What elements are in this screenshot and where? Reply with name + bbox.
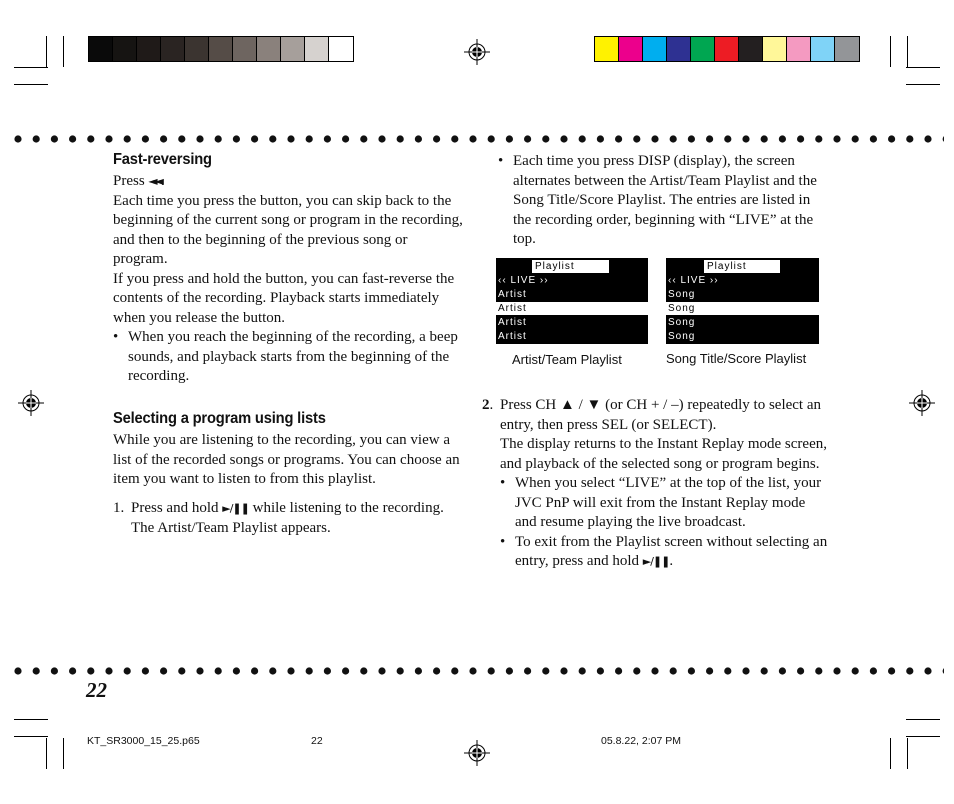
- rule-dot: [815, 135, 822, 142]
- rule-dot: [451, 667, 458, 674]
- playlist-header: Playlist: [704, 260, 780, 273]
- color-swatch: [185, 37, 209, 61]
- crop-mark: [907, 738, 908, 769]
- rule-dot: [233, 667, 240, 674]
- footer-date: 05.8.22, 2:07 PM: [601, 735, 681, 747]
- rule-dot: [706, 667, 713, 674]
- rule-dot: [415, 135, 422, 142]
- color-swatch: [329, 37, 353, 61]
- color-swatch: [113, 37, 137, 61]
- list-item: ‹‹ LIVE ››: [498, 275, 549, 286]
- list-item: Artist: [498, 317, 527, 328]
- color-swatch: [281, 37, 305, 61]
- color-swatch: [667, 37, 691, 61]
- rule-dot: [105, 667, 112, 674]
- rule-dot: [560, 667, 567, 674]
- rule-dot: [797, 667, 804, 674]
- rule-dot: [33, 135, 40, 142]
- rule-dot: [688, 667, 695, 674]
- rule-dot: [324, 135, 331, 142]
- rule-dot: [306, 135, 313, 142]
- color-swatch: [233, 37, 257, 61]
- rule-dot: [524, 135, 531, 142]
- crop-mark: [906, 719, 940, 720]
- fast-reversing-para1: Each time you press the button, you can skip back to the beginning of the current song or program in the recording, and then to the beginning of the previous song or program.: [113, 192, 463, 267]
- rule-dot: [378, 135, 385, 142]
- color-swatch: [691, 37, 715, 61]
- rule-dot: [706, 135, 713, 142]
- rule-dot: [469, 667, 476, 674]
- rule-dot: [524, 667, 531, 674]
- color-swatch: [763, 37, 787, 61]
- rule-dot: [306, 667, 313, 674]
- registration-mark-icon: [18, 390, 44, 416]
- rule-dot: [269, 135, 276, 142]
- rule-dot: [196, 667, 203, 674]
- disp-bullet: Each time you press DISP (display), the screen alternates between the Artist/Team Playlist and the Song Title/Score Playlist. The entries are listed in the recording order, beginning with “LIVE” at the top.: [513, 153, 817, 247]
- crop-mark: [14, 67, 48, 68]
- list-item: Artist: [498, 331, 527, 342]
- list-item: • Each time you press DISP (display), the screen alternates between the Artist/Team Playlist and the Song Title/Score Playlist. The entries are listed in the recording order, beginning with “LIVE” at the top.: [498, 152, 828, 250]
- rule-dot: [87, 667, 94, 674]
- rule-dot: [852, 667, 859, 674]
- rule-dot: [506, 135, 513, 142]
- step-number: 2: [482, 397, 490, 413]
- rule-dot: [360, 667, 367, 674]
- rule-dot: [943, 135, 944, 142]
- step-1: 1. Press and hold ►/❚❚ while listening to the recording. The Artist/Team Playlist appears.: [113, 500, 444, 536]
- rule-dot: [779, 135, 786, 142]
- rule-dot: [342, 667, 349, 674]
- rule-dot: [688, 135, 695, 142]
- footer-filename: KT_SR3000_15_25.p65: [87, 735, 200, 747]
- fast-reversing-bullet: When you reach the beginning of the recording, a beep sounds, and playback starts from the beginning of the recording.: [128, 329, 458, 384]
- rule-dot: [779, 667, 786, 674]
- disp-bullet-block: [498, 152, 828, 250]
- rule-dot: [14, 135, 21, 142]
- screen2-caption: Song Title/Score Playlist: [666, 351, 807, 366]
- rule-dot: [397, 135, 404, 142]
- rule-dot: [142, 135, 149, 142]
- color-swatch: [595, 37, 619, 61]
- rule-dot: [597, 667, 604, 674]
- play-pause-icon: ►/❚❚: [222, 502, 249, 515]
- rule-dot: [69, 135, 76, 142]
- color-swatch: [643, 37, 667, 61]
- rule-dot: [506, 667, 513, 674]
- rule-dot: [833, 135, 840, 142]
- rule-dot: [433, 135, 440, 142]
- list-item: • When you reach the beginning of the recording, a beep sounds, and playback starts from the beginning of the recording.: [113, 328, 463, 387]
- footer-page: 22: [311, 735, 323, 747]
- rule-dot: [742, 135, 749, 142]
- rule-dot: [105, 135, 112, 142]
- grayscale-swatch-bar: [88, 36, 354, 62]
- rule-dot: [870, 667, 877, 674]
- press-line: Press ◄◄.: [113, 173, 165, 189]
- registration-mark-icon: [464, 740, 490, 766]
- list-item: Song: [668, 317, 696, 328]
- list-item-selected: Artist: [496, 302, 648, 315]
- rule-dot: [615, 135, 622, 142]
- list-item: Artist: [498, 289, 527, 300]
- list-item: • When you select “LIVE” at the top of the list, your JVC PnP will exit from the Instant Replay mode and resume playing the live broadcast.: [482, 474, 830, 533]
- crop-mark: [906, 67, 940, 68]
- step-2: 2. Press CH ▲ / ▼ (or CH + / –) repeatedly to select an entry, then press SEL (or SELECT). The display returns to the Instant Replay mode screen, and playback of the selected song or program begins. • When you select “LIVE” at the top of the list, your JVC PnP will exit from the Instant Replay mode and resume playing the live broadcast. • To exit from the Playlist screen without selecting an entry, press and hold ►/❚❚.: [482, 396, 830, 572]
- rule-dot: [724, 135, 731, 142]
- crop-mark: [906, 736, 940, 737]
- rule-dot: [69, 667, 76, 674]
- color-swatch: [811, 37, 835, 61]
- rule-dot: [597, 135, 604, 142]
- rule-dot: [651, 667, 658, 674]
- color-swatch: [161, 37, 185, 61]
- step-number: 1: [113, 500, 121, 516]
- rule-dot: [196, 135, 203, 142]
- list-item-selected: Song: [666, 302, 819, 315]
- color-swatch: [305, 37, 329, 61]
- step2-bullet1: When you select “LIVE” at the top of the list, your JVC PnP will exit from the Instant Replay mode and resume playing the live broadcast.: [515, 475, 822, 530]
- list-item: Song: [668, 289, 696, 300]
- list-item: Song: [668, 331, 696, 342]
- playlist-header: Playlist: [532, 260, 609, 273]
- rule-dot: [378, 667, 385, 674]
- selecting-body: [113, 431, 465, 490]
- color-swatch: [739, 37, 763, 61]
- color-swatch: [619, 37, 643, 61]
- rule-dot: [33, 667, 40, 674]
- rule-dot: [51, 135, 58, 142]
- rule-dot: [433, 667, 440, 674]
- rule-dot: [742, 667, 749, 674]
- rule-dot: [488, 135, 495, 142]
- page-number: 22: [86, 678, 107, 702]
- fast-reversing-para2: If you press and hold the button, you can fast-reverse the contents of the recording. Playback starts immediately when you release the button.: [113, 270, 455, 326]
- rule-dot: [124, 667, 131, 674]
- crop-mark: [14, 736, 48, 737]
- color-swatch: [835, 37, 859, 61]
- rule-dot: [670, 667, 677, 674]
- registration-mark-icon: [464, 39, 490, 65]
- crop-mark: [63, 738, 64, 769]
- rule-dot: [724, 667, 731, 674]
- rule-dot: [870, 135, 877, 142]
- step1-result: The Artist/Team Playlist appears.: [131, 519, 331, 536]
- rule-dot: [360, 135, 367, 142]
- fast-reversing-body: [113, 172, 463, 387]
- rule-dot: [287, 667, 294, 674]
- rule-dot: [560, 135, 567, 142]
- rule-dot: [397, 667, 404, 674]
- rule-dot: [670, 135, 677, 142]
- rule-dot: [797, 135, 804, 142]
- rule-dot: [14, 667, 21, 674]
- rule-dot: [142, 667, 149, 674]
- dotted-rule-top: [14, 134, 944, 144]
- rule-dot: [87, 135, 94, 142]
- color-swatch: [209, 37, 233, 61]
- rule-dot: [579, 135, 586, 142]
- crop-mark: [46, 36, 47, 67]
- screen1-caption: Artist/Team Playlist: [512, 352, 622, 367]
- rule-dot: [178, 135, 185, 142]
- crop-mark: [907, 36, 908, 67]
- color-swatch-bar: [594, 36, 860, 62]
- rule-dot: [415, 667, 422, 674]
- rule-dot: [51, 667, 58, 674]
- rule-dot: [233, 135, 240, 142]
- rule-dot: [633, 135, 640, 142]
- list-item: • To exit from the Playlist screen without selecting an entry, press and hold ►/❚❚.: [500, 533, 828, 569]
- color-swatch: [257, 37, 281, 61]
- rule-dot: [215, 135, 222, 142]
- rule-dot: [287, 135, 294, 142]
- crop-mark: [906, 84, 940, 85]
- step1-text-pre: Press and hold: [131, 500, 219, 516]
- crop-mark: [14, 719, 48, 720]
- rule-dot: [451, 135, 458, 142]
- rule-dot: [324, 667, 331, 674]
- rule-dot: [615, 667, 622, 674]
- rule-dot: [924, 135, 931, 142]
- step2-result: The display returns to the Instant Replay mode screen, and playback of the selected song or program begins.: [500, 436, 827, 472]
- rule-dot: [215, 667, 222, 674]
- rule-dot: [542, 667, 549, 674]
- crop-mark: [890, 738, 891, 769]
- press-label: Press: [113, 173, 145, 189]
- rule-dot: [761, 135, 768, 142]
- step2-text: Press CH ▲ / ▼ (or CH + / –) repeatedly to select an entry, then press SEL (or SELECT).: [500, 397, 821, 433]
- rule-dot: [924, 667, 931, 674]
- step2-bullet2: To exit from the Playlist screen without selecting an entry, press and hold: [515, 533, 828, 569]
- rule-dot: [469, 135, 476, 142]
- rule-dot: [160, 667, 167, 674]
- section-heading-fast-reversing: Fast-reversing: [113, 151, 212, 168]
- rule-dot: [269, 667, 276, 674]
- rule-dot: [542, 135, 549, 142]
- section-heading-selecting: Selecting a program using lists: [113, 410, 326, 427]
- rule-dot: [251, 135, 258, 142]
- rule-dot: [124, 135, 131, 142]
- rule-dot: [943, 667, 944, 674]
- rule-dot: [342, 135, 349, 142]
- rule-dot: [761, 667, 768, 674]
- rule-dot: [633, 667, 640, 674]
- song-playlist-screen: [666, 258, 819, 344]
- rule-dot: [815, 667, 822, 674]
- color-swatch: [89, 37, 113, 61]
- rule-dot: [251, 667, 258, 674]
- rule-dot: [651, 135, 658, 142]
- selecting-para1: While you are listening to the recording, you can view a list of the recorded songs or programs. You can choose an item you want to listen to from this playlist.: [113, 432, 460, 487]
- rule-dot: [160, 135, 167, 142]
- play-pause-icon: ►/❚❚: [642, 555, 670, 568]
- artist-playlist-screen: [496, 258, 648, 344]
- list-item: ‹‹ LIVE ››: [668, 275, 719, 286]
- step1-text-post: while listening to the recording.: [252, 500, 444, 516]
- rule-dot: [833, 667, 840, 674]
- rewind-icon: ◄◄: [148, 174, 161, 188]
- rule-dot: [888, 667, 895, 674]
- rule-dot: [906, 135, 913, 142]
- rule-dot: [888, 135, 895, 142]
- color-swatch: [137, 37, 161, 61]
- rule-dot: [488, 667, 495, 674]
- dotted-rule-bottom: [14, 666, 944, 676]
- crop-mark: [63, 36, 64, 67]
- rule-dot: [178, 667, 185, 674]
- registration-mark-icon: [909, 390, 935, 416]
- color-swatch: [787, 37, 811, 61]
- color-swatch: [715, 37, 739, 61]
- rule-dot: [906, 667, 913, 674]
- crop-mark: [46, 738, 47, 769]
- crop-mark: [890, 36, 891, 67]
- crop-mark: [14, 84, 48, 85]
- rule-dot: [852, 135, 859, 142]
- rule-dot: [579, 667, 586, 674]
